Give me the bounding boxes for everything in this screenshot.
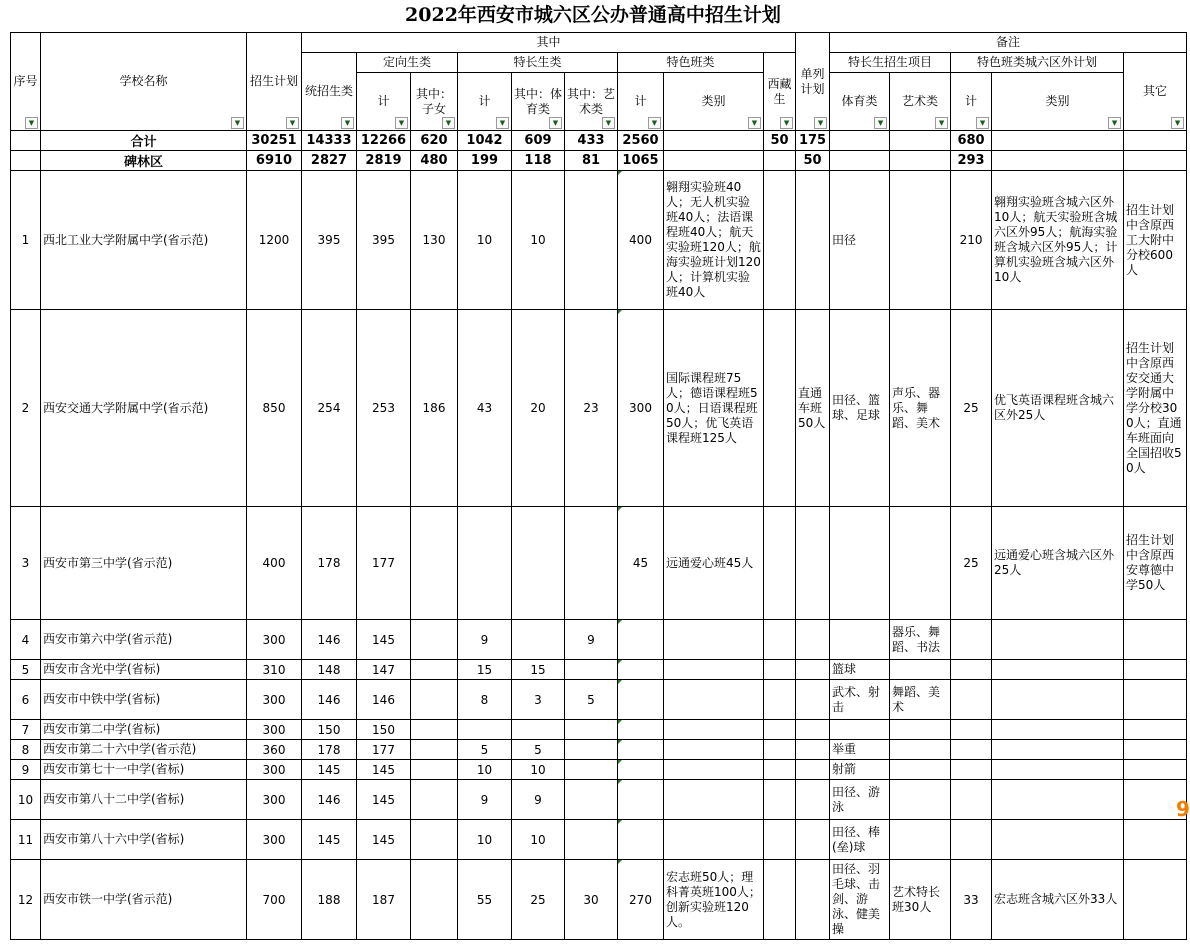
cell-feature-cat: 国际课程班75人；德语课程班50人；日语课程班50人；优飞英语课程班125人: [664, 310, 764, 507]
header-directed-children: 其中：子女 ▼: [411, 73, 458, 131]
cell-sports-items: 田径、羽毛球、击剑、游泳、健美操: [830, 860, 890, 940]
cell: 50: [764, 131, 796, 151]
cell-outside-cat: [992, 680, 1124, 720]
cell-outside-cat: [992, 780, 1124, 820]
header-feature-outside: 特色班类城六区外计划: [951, 53, 1124, 73]
cell-outside-cat: [992, 620, 1124, 660]
cell-plan: 400: [247, 507, 302, 620]
cell-general: 178: [302, 740, 357, 760]
cell-directed: 145: [357, 620, 411, 660]
cell-other: [1124, 860, 1187, 940]
header-other: 其它 ▼: [1124, 53, 1187, 131]
cell-directed: 177: [357, 740, 411, 760]
header-specialty-items: 特长生招生项目: [830, 53, 951, 73]
cell-children: [411, 760, 458, 780]
cell-sports: 10: [512, 171, 565, 310]
cell: 620: [411, 131, 458, 151]
cell-seq: 1: [11, 171, 41, 310]
cell-directed: 147: [357, 660, 411, 680]
cell-sports-items: 田径、棒(垒)球: [830, 820, 890, 860]
header-remarks: 备注: [830, 33, 1187, 53]
cell-seq: 8: [11, 740, 41, 760]
cell-outside: [951, 780, 992, 820]
district-label: 碑林区: [41, 151, 247, 171]
cell-tibet: [764, 860, 796, 940]
cell-general: 150: [302, 720, 357, 740]
cell-outside-cat: 翱翔实验班含城六区外10人；航天实验班含城六区外95人；航海实验班含城六区外95人；计算机实验班含城六区外10人: [992, 171, 1124, 310]
cell-tibet: [764, 820, 796, 860]
cell-name: 西安市第二十六中学(省示范): [41, 740, 247, 760]
cell-outside-cat: [992, 740, 1124, 760]
cell-other: [1124, 740, 1187, 760]
cell-spec: 15: [458, 660, 512, 680]
cell-seq: 10: [11, 780, 41, 820]
cell-outside: [951, 760, 992, 780]
cell-sports-items: [830, 620, 890, 660]
cell-sports: 10: [512, 760, 565, 780]
cell-plan: 1200: [247, 171, 302, 310]
cell-feature-cat: [664, 720, 764, 740]
table-row: [11, 780, 1187, 820]
cell: 2827: [302, 151, 357, 171]
cell-arts: [565, 820, 618, 860]
cell-feature: [618, 620, 664, 660]
cell-outside-cat: 远通爱心班含城六区外25人: [992, 507, 1124, 620]
cell-sports: 10: [512, 820, 565, 860]
cell-sports-items: 射箭: [830, 760, 890, 780]
cell-outside: [951, 740, 992, 760]
cell-spec: 55: [458, 860, 512, 940]
cell-tibet: [764, 171, 796, 310]
cell-directed: 395: [357, 171, 411, 310]
cell-outside: [951, 720, 992, 740]
table-row: [11, 740, 1187, 760]
cell-outside: [951, 660, 992, 680]
cell: 2819: [357, 151, 411, 171]
cell-plan: 300: [247, 820, 302, 860]
cell-directed: 253: [357, 310, 411, 507]
cell-feature-cat: [664, 620, 764, 660]
cell-outside-cat: [992, 660, 1124, 680]
header-feature-total: 计 ▼: [618, 73, 664, 131]
table-row: [11, 720, 1187, 740]
cell-seq: 3: [11, 507, 41, 620]
cell-arts: 23: [565, 310, 618, 507]
page-title: 2022年西安市城六区公办普通高中招生计划: [405, 4, 781, 26]
cell-name: 西安市第八十六中学(省标): [41, 820, 247, 860]
header-of-which: 其中: [302, 33, 796, 53]
cell-tibet: [764, 680, 796, 720]
cell-sports-items: 田径、游泳: [830, 780, 890, 820]
cell-feature-cat: 翱翔实验班40人；无人机实验班40人；法语课程班40人；航天实验班120人；航海实验班计划120人；计算机实验班40人: [664, 171, 764, 310]
cell-outside: 33: [951, 860, 992, 940]
cell-general: 178: [302, 507, 357, 620]
cell-other: [1124, 720, 1187, 740]
cell-feature: [618, 780, 664, 820]
cell-children: 186: [411, 310, 458, 507]
cell-separate: [796, 620, 830, 660]
cell-name: 西安市含光中学(省标): [41, 660, 247, 680]
cell-general: 146: [302, 620, 357, 660]
cell-seq: 4: [11, 620, 41, 660]
cell-spec: 9: [458, 780, 512, 820]
cell-sports: 9: [512, 780, 565, 820]
cell-arts: [565, 507, 618, 620]
cell: 1065: [618, 151, 664, 171]
cell-name: 西安市中铁中学(省标): [41, 680, 247, 720]
cell-general: 148: [302, 660, 357, 680]
cell-feature: 400: [618, 171, 664, 310]
cell-name: 西安市第六中学(省示范): [41, 620, 247, 660]
cell-children: [411, 507, 458, 620]
header-specialty-sports: 其中：体育类 ▼: [512, 73, 565, 131]
cell-general: 145: [302, 760, 357, 780]
cell-sports: 15: [512, 660, 565, 680]
cell-sports: [512, 507, 565, 620]
cell-children: [411, 780, 458, 820]
cell: 433: [565, 131, 618, 151]
cell-sports-items: [830, 507, 890, 620]
cell-feature: [618, 740, 664, 760]
cell-sports-items: 武术、射击: [830, 680, 890, 720]
cell-sports: [512, 620, 565, 660]
cell-outside: 210: [951, 171, 992, 310]
cell-separate: [796, 720, 830, 740]
cell-outside: [951, 680, 992, 720]
cell-feature-cat: [664, 660, 764, 680]
cell-other: 招生计划中含原西安尊德中学50人: [1124, 507, 1187, 620]
cell-feature-cat: [664, 780, 764, 820]
cell-feature: [618, 760, 664, 780]
cell-outside-cat: 宏志班含城六区外33人: [992, 860, 1124, 940]
cell-feature: 45: [618, 507, 664, 620]
cell-feature: 300: [618, 310, 664, 507]
cell-seq: 6: [11, 680, 41, 720]
cell: 199: [458, 151, 512, 171]
cell-sports-items: 篮球: [830, 660, 890, 680]
cell: 2560: [618, 131, 664, 151]
cell-separate: [796, 680, 830, 720]
table-row: [11, 171, 1187, 310]
cell-tibet: [764, 620, 796, 660]
cell-seq: 11: [11, 820, 41, 860]
cell-children: [411, 660, 458, 680]
header-outside-category: 类别 ▼: [992, 73, 1124, 131]
cell-tibet: [764, 760, 796, 780]
cell-sports: 25: [512, 860, 565, 940]
table-row: [11, 310, 1187, 507]
cell-other: [1124, 660, 1187, 680]
side-mark-icon: 9: [1176, 797, 1190, 821]
cell-arts-items: [890, 171, 951, 310]
cell-general: 146: [302, 780, 357, 820]
cell-arts-items: [890, 507, 951, 620]
cell-arts: [565, 760, 618, 780]
cell-arts-items: [890, 720, 951, 740]
cell-feature: [618, 720, 664, 740]
cell-spec: 8: [458, 680, 512, 720]
header-directed-total: 计 ▼: [357, 73, 411, 131]
cell-plan: 300: [247, 780, 302, 820]
cell: 680: [951, 131, 992, 151]
cell-spec: 10: [458, 171, 512, 310]
cell-separate: 直通车班50人: [796, 310, 830, 507]
cell-arts: 30: [565, 860, 618, 940]
cell-feature: [618, 660, 664, 680]
cell-other: [1124, 620, 1187, 660]
cell-other: 招生计划中含原西工大附中分校600人: [1124, 171, 1187, 310]
header-sports-category: 体育类 ▼: [830, 73, 890, 131]
cell-arts-items: 艺术特长班30人: [890, 860, 951, 940]
cell-name: 西安市第八十二中学(省标): [41, 780, 247, 820]
header-feature-category: 类别 ▼: [664, 73, 764, 131]
total-label: 合计: [41, 131, 247, 151]
table-row: [11, 820, 1187, 860]
cell-spec: 5: [458, 740, 512, 760]
cell: 6910: [247, 151, 302, 171]
cell-separate: [796, 860, 830, 940]
cell-arts-items: [890, 780, 951, 820]
cell-seq: 12: [11, 860, 41, 940]
cell-feature: [618, 680, 664, 720]
cell-name: 西安交通大学附属中学(省示范): [41, 310, 247, 507]
header-tibet: 西藏生 ▼: [764, 53, 796, 131]
cell: 14333: [302, 131, 357, 151]
cell-separate: [796, 780, 830, 820]
header-specialty: 特长生类: [458, 53, 618, 73]
cell-separate: [796, 660, 830, 680]
cell-other: [1124, 760, 1187, 780]
cell-tibet: [764, 507, 796, 620]
cell-spec: 43: [458, 310, 512, 507]
header-seq: 序号 ▼: [11, 33, 41, 131]
cell-separate: [796, 760, 830, 780]
cell-outside: [951, 620, 992, 660]
cell-separate: [796, 171, 830, 310]
cell-sports-items: 田径、篮球、足球: [830, 310, 890, 507]
enrollment-table: [10, 32, 1190, 940]
cell-directed: 150: [357, 720, 411, 740]
cell-tibet: [764, 310, 796, 507]
cell-name: 西安市第七十一中学(省标): [41, 760, 247, 780]
cell-directed: 187: [357, 860, 411, 940]
cell: 81: [565, 151, 618, 171]
cell-separate: [796, 820, 830, 860]
cell-directed: 145: [357, 820, 411, 860]
cell-outside: [951, 820, 992, 860]
cell-children: [411, 620, 458, 660]
cell-plan: 360: [247, 740, 302, 760]
cell-arts: 5: [565, 680, 618, 720]
cell-separate: [796, 740, 830, 760]
cell-arts-items: [890, 820, 951, 860]
cell-tibet: [764, 720, 796, 740]
cell: 293: [951, 151, 992, 171]
cell: 480: [411, 151, 458, 171]
cell-plan: 300: [247, 720, 302, 740]
cell-general: 254: [302, 310, 357, 507]
cell-feature: 270: [618, 860, 664, 940]
header-feature: 特色班类: [618, 53, 764, 73]
cell-sports: 5: [512, 740, 565, 760]
cell-spec: 10: [458, 760, 512, 780]
cell: 1042: [458, 131, 512, 151]
cell-sports-items: 举重: [830, 740, 890, 760]
cell-feature: [618, 820, 664, 860]
header-directed: 定向生类: [357, 53, 458, 73]
cell-seq: 2: [11, 310, 41, 507]
cell-feature-cat: [664, 740, 764, 760]
cell-general: 188: [302, 860, 357, 940]
cell-general: 395: [302, 171, 357, 310]
cell-directed: 145: [357, 780, 411, 820]
header-specialty-arts: 其中：艺术类 ▼: [565, 73, 618, 131]
cell-name: 西安市第二中学(省标): [41, 720, 247, 740]
cell-plan: 850: [247, 310, 302, 507]
cell-plan: 310: [247, 660, 302, 680]
header-specialty-total: 计 ▼: [458, 73, 512, 131]
cell-feature-cat: [664, 820, 764, 860]
cell-general: 146: [302, 680, 357, 720]
cell-arts: [565, 171, 618, 310]
cell-arts-items: 器乐、舞蹈、书法: [890, 620, 951, 660]
cell-feature-cat: [664, 760, 764, 780]
cell-tibet: [764, 780, 796, 820]
cell-spec: 9: [458, 620, 512, 660]
cell-arts-items: 舞蹈、美术: [890, 680, 951, 720]
cell-sports: 20: [512, 310, 565, 507]
cell-tibet: [764, 660, 796, 680]
cell-children: 130: [411, 171, 458, 310]
table-row: [11, 760, 1187, 780]
cell-arts: [565, 780, 618, 820]
cell-arts: [565, 720, 618, 740]
cell-directed: 177: [357, 507, 411, 620]
cell-seq: 5: [11, 660, 41, 680]
table-row: [11, 620, 1187, 660]
cell-plan: 300: [247, 680, 302, 720]
header-separate: 单列计划 ▼: [796, 33, 830, 131]
cell-arts-items: 声乐、器乐、舞蹈、美术: [890, 310, 951, 507]
cell-outside: 25: [951, 310, 992, 507]
cell-sports-items: [830, 720, 890, 740]
cell-outside-cat: [992, 760, 1124, 780]
cell-arts-items: [890, 740, 951, 760]
header-plan: 招生计划 ▼: [247, 33, 302, 131]
table-row: [11, 660, 1187, 680]
cell-outside-cat: [992, 820, 1124, 860]
table-row: [11, 507, 1187, 620]
cell-name: 西安市铁一中学(省示范): [41, 860, 247, 940]
cell-plan: 300: [247, 620, 302, 660]
district-row: [11, 151, 1187, 171]
cell-outside: 25: [951, 507, 992, 620]
cell-feature-cat: 宏志班50人；理科菁英班100人；创新实验班120人。: [664, 860, 764, 940]
cell-arts-items: [890, 760, 951, 780]
cell-tibet: [764, 740, 796, 760]
cell: 12266: [357, 131, 411, 151]
cell-feature-cat: [664, 680, 764, 720]
cell-sports-items: 田径: [830, 171, 890, 310]
cell-children: [411, 720, 458, 740]
cell-sports: [512, 720, 565, 740]
cell: 118: [512, 151, 565, 171]
cell-feature-cat: 远通爱心班45人: [664, 507, 764, 620]
cell-sports: 3: [512, 680, 565, 720]
cell: 30251: [247, 131, 302, 151]
cell-children: [411, 860, 458, 940]
cell-seq: 7: [11, 720, 41, 740]
cell: 175: [796, 131, 830, 151]
cell-directed: 146: [357, 680, 411, 720]
cell-name: 西北工业大学附属中学(省示范): [41, 171, 247, 310]
table-row: [11, 860, 1187, 940]
cell-spec: [458, 720, 512, 740]
total-row: [11, 131, 1187, 151]
cell-arts: 9: [565, 620, 618, 660]
cell-outside-cat: [992, 720, 1124, 740]
header-outside-total: 计 ▼: [951, 73, 992, 131]
cell-children: [411, 740, 458, 760]
header-arts-category: 艺术类 ▼: [890, 73, 951, 131]
cell-seq: 9: [11, 760, 41, 780]
cell-children: [411, 680, 458, 720]
cell-children: [411, 820, 458, 860]
cell-other: 招生计划中含原西安交通大学附属中学分校300人；直通车班面向全国招收50人: [1124, 310, 1187, 507]
cell: 50: [796, 151, 830, 171]
cell-plan: 700: [247, 860, 302, 940]
cell-directed: 145: [357, 760, 411, 780]
cell-general: 145: [302, 820, 357, 860]
cell-arts: [565, 740, 618, 760]
cell-spec: [458, 507, 512, 620]
header-school: 学校名称 ▼: [41, 33, 247, 131]
cell-arts: [565, 660, 618, 680]
cell-other: [1124, 680, 1187, 720]
header-general: 统招生类 ▼: [302, 53, 357, 131]
cell-name: 西安市第三中学(省示范): [41, 507, 247, 620]
cell-arts-items: [890, 660, 951, 680]
table-row: [11, 680, 1187, 720]
cell-separate: [796, 507, 830, 620]
cell-outside-cat: 优飞英语课程班含城六区外25人: [992, 310, 1124, 507]
cell-spec: 10: [458, 820, 512, 860]
cell-plan: 300: [247, 760, 302, 780]
cell: 609: [512, 131, 565, 151]
